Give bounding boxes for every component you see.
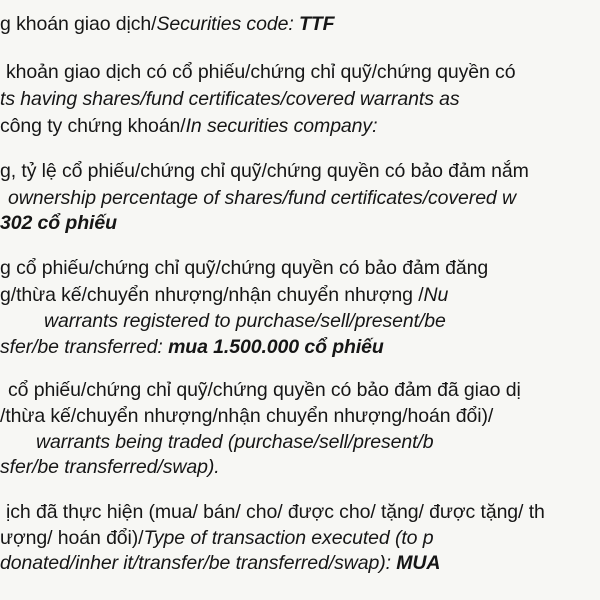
company-text-vn: công ty chứng khoán/ — [0, 115, 186, 137]
transaction-type-text-vn-2: ượng/ hoán đổi)/ — [0, 527, 144, 549]
ownership-value-line — [0, 211, 117, 235]
registered-line-vn-2 — [0, 283, 448, 307]
account-line-en — [0, 87, 460, 111]
transfer-line — [0, 335, 384, 359]
securities-code-line — [0, 12, 334, 36]
ownership-text-en: ownership percentage of shares/fund certificates/covered w — [8, 187, 516, 209]
securities-code-vn: g khoán giao dịch/ — [0, 13, 157, 35]
transaction-type-line-2 — [0, 526, 434, 550]
transaction-type-text-en-2: donated/inher it/transfer/be transferred/swap): — [0, 552, 397, 574]
account-text-vn: khoản giao dịch có cổ phiếu/chứng chỉ quỹ/chứng quyền có — [6, 61, 516, 83]
ownership-text-vn: g, tỷ lệ cổ phiếu/chứng chỉ quỹ/chứng quyền có bảo đảm nắm — [0, 160, 529, 182]
transaction-type-line-3 — [0, 551, 440, 575]
registered-text-vn-2: g/thừa kế/chuyển nhượng/nhận chuyển nhượng / — [0, 284, 424, 306]
traded-line-en-2 — [0, 455, 220, 479]
transfer-text-en: sfer/be transferred: — [0, 336, 169, 358]
traded-line-vn — [8, 378, 521, 402]
registered-value: mua 1.500.000 cổ phiếu — [168, 336, 384, 358]
transaction-type-text-en: Type of transaction executed (to p — [143, 527, 434, 549]
registered-line-vn — [0, 256, 488, 280]
ownership-value: 302 cổ phiếu — [0, 212, 117, 234]
traded-text-en: warrants being traded (purchase/sell/present/b — [36, 431, 434, 453]
account-text-en: ts having shares/fund certificates/covered warrants as — [0, 88, 460, 110]
traded-text-vn: cổ phiếu/chứng chỉ quỹ/chứng quyền có bảo đảm đã giao dị — [8, 379, 521, 401]
registered-text-vn: g cổ phiếu/chứng chỉ quỹ/chứng quyền có bảo đảm đăng — [0, 257, 489, 279]
ownership-line-en — [8, 186, 516, 210]
securities-code-en: Securities code: — [156, 13, 299, 35]
company-text-en: In securities company: — [185, 115, 378, 137]
registered-line-en — [44, 309, 446, 333]
transaction-type-text-vn: ịch đã thực hiện (mua/ bán/ cho/ được cho/ tặng/ được tặng/ th — [6, 501, 545, 523]
ownership-line-vn — [0, 159, 529, 183]
traded-text-en-2: sfer/be transferred/swap). — [0, 456, 220, 478]
company-line — [0, 114, 377, 138]
traded-line-vn-2 — [0, 404, 493, 428]
account-line-vn — [6, 60, 515, 84]
transaction-type-line-vn — [6, 500, 545, 524]
traded-line-en — [36, 430, 434, 454]
transaction-type-value: MUA — [396, 552, 441, 574]
traded-text-vn-2: /thừa kế/chuyển nhượng/nhận chuyển nhượng/hoán đổi)/ — [0, 405, 494, 427]
registered-text-en: warrants registered to purchase/sell/present/be — [44, 310, 446, 332]
registered-text-en-start: Nu — [423, 284, 449, 306]
securities-code-value: TTF — [298, 13, 335, 35]
